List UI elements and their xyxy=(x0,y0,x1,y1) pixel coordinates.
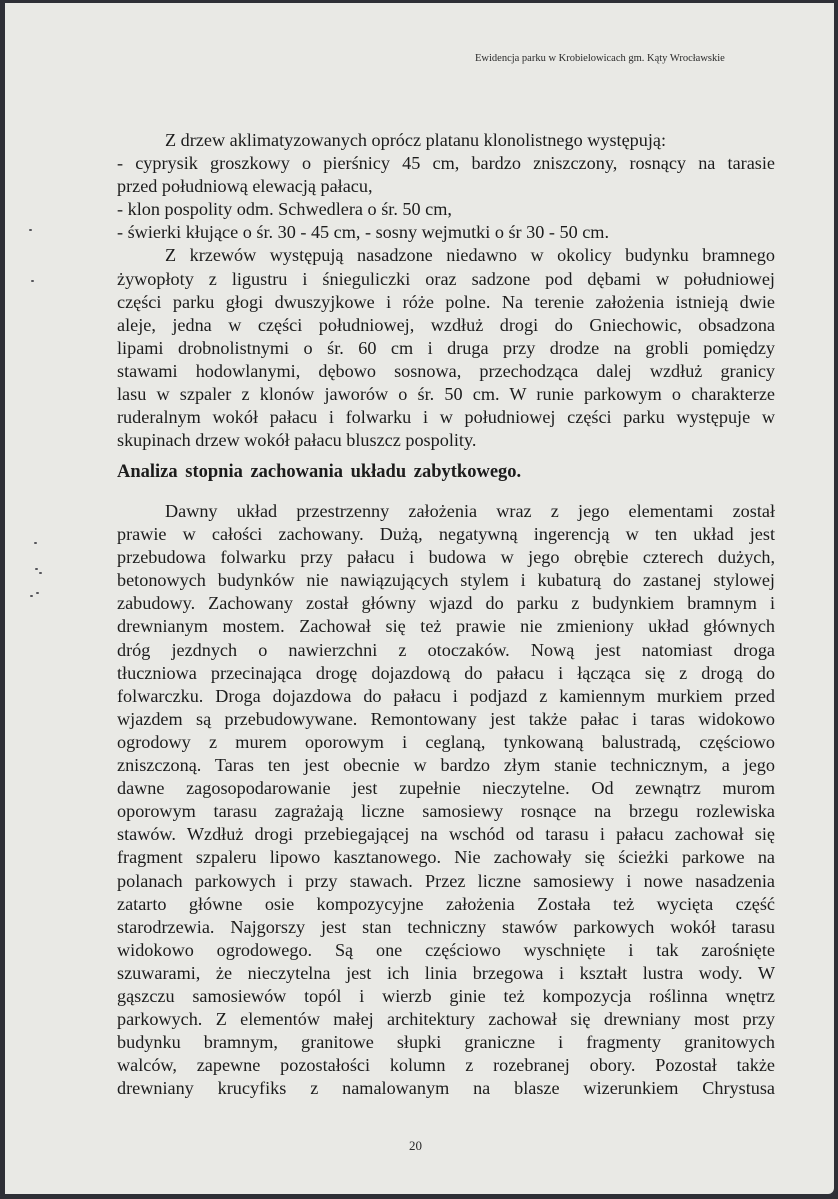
text-line: prawie w całości zachowany. Dużą, negatywną ingerencją w ten układ jest xyxy=(117,524,775,545)
text-line: widokowo ogrodowego. Są one częściowo wyschnięte i tak zarośnięte xyxy=(117,939,775,960)
text-line: starodrzewia. Najgorszy jest stan techniczny stawów parkowych wokół tarasu xyxy=(117,916,775,937)
text-line: zabudowy. Zachowany został główny wjazd do parku z budynkiem bramnym i xyxy=(117,593,775,614)
text-line: lipami drobnolistnymi o śr. 60 cm i druga przy drodze na grobli pomiędzy xyxy=(117,337,775,358)
page-number: 20 xyxy=(409,1138,422,1153)
text-line: Dawny układ przestrzenny założenia wraz z jego elementami został xyxy=(165,501,775,521)
text-line: Z drzew aklimatyzowanych oprócz platanu klonolistnego występują: xyxy=(165,130,667,150)
text-line: - klon pospolity odm. Schwedlera o śr. 50 cm, xyxy=(117,199,452,220)
text-line: drewnianym mostem. Zachował się też prawie nie zmieniony układ głównych xyxy=(117,616,775,637)
text-line: - cyprysik groszkowy o pierśnicy 45 cm, bardzo zniszczony, rosnący na tarasie xyxy=(117,153,775,174)
text-line: zatarto główne osie kompozycyjne założenia Została też wycięta część xyxy=(117,893,775,914)
species-text-block xyxy=(117,129,775,452)
text-line: ruderalnym wokół pałacu i folwarku i w południowej części parku występuje w xyxy=(117,407,775,428)
text-line: parkowych. Z elementów małej architektury zachował się drewniany most przy xyxy=(117,1009,775,1030)
text-line: wjazdem są przebudowywane. Remontowany jest także pałac i taras widokowo xyxy=(117,708,775,729)
text-line: zniszczoną. Taras ten jest obecnie w bardzo złym stanie technicznym, a jego xyxy=(117,755,775,776)
text-line: ogrodowy z murem oporowym i ceglaną, tynkowaną balustradą, częściowo xyxy=(117,731,775,752)
text-line: folwarczku. Droga dojazdowa do pałacu i podjazd z kamiennym murkiem przed xyxy=(117,685,775,706)
text-line: żywopłoty z ligustru i śnieguliczki oraz sadzone pod dębami w południowej xyxy=(117,268,775,289)
scan-speck xyxy=(29,229,32,231)
text-line: betonowych budynków nie nawiązujących stylem i kubaturą do zastanej stylowej xyxy=(117,570,775,591)
scan-speck xyxy=(35,568,38,570)
text-line: budynku bramnym, granitowe słupki graniczne i fragmenty granitowych xyxy=(117,1032,775,1053)
text-line: części parku głogi dwuszyjkowe i róże polne. Na terenie założenia istnieją dwie xyxy=(117,291,775,312)
document-page xyxy=(5,3,834,1194)
scan-speck xyxy=(39,572,42,574)
text-line: przebudowa folwarku przy pałacu i budowa w jego obrębie czterech dużych, xyxy=(117,547,775,568)
scan-speck xyxy=(34,542,37,544)
running-header: Ewidencja parku w Krobielowicach gm. Kąty Wrocławskie xyxy=(475,53,725,64)
section-heading: Analiza stopnia zachowania układu zabytkowego. xyxy=(117,462,522,482)
text-line: stawami hodowlanymi, dębowo sosnowa, przechodząca dalej wzdłuż granicy xyxy=(117,360,775,381)
text-line: - świerki kłujące o śr. 30 - 45 cm, - sosny wejmutki o śr 30 - 50 cm. xyxy=(117,222,609,243)
text-line: drewniany krucyfiks z namalowanym na blasze wizerunkiem Chrystusa xyxy=(117,1078,775,1099)
text-line: lasu w szpaler z klonów jaworów o śr. 50 cm. W runie parkowym o charakterze xyxy=(117,384,775,405)
text-line: gąszczu samosiewów topól i wierzb ginie też kompozycja roślinna wnętrz xyxy=(117,985,775,1006)
text-line: przed południową elewacją pałacu, xyxy=(117,176,373,197)
text-line: dróg jezdnych o nawierzchni z otoczaków. Nową jest natomiast droga xyxy=(117,639,775,660)
text-line: dawne zagosopodarowanie jest zupełnie nieczytelne. Od zewnątrz murom xyxy=(117,778,775,799)
text-line: skupinach drzew wokół pałacu bluszcz pospolity. xyxy=(117,430,477,451)
text-line: walców, zapewne pozostałości kolumn z rozebranej obory. Pozostał także xyxy=(117,1055,775,1076)
text-line: Z krzewów występują nasadzone niedawno w okolicy budynku bramnego xyxy=(165,245,775,266)
scan-speck xyxy=(30,595,33,597)
text-line: tłuczniowa przecinająca drogę dojazdową do pałacu i łącząca się z drogą do xyxy=(117,662,775,683)
text-line: stawów. Wzdłuż drogi przebiegającej na wschód od tarasu i pałacu zachował się xyxy=(117,824,775,845)
scan-speck xyxy=(36,592,39,594)
analysis-text-block xyxy=(117,500,775,1100)
text-line: fragment szpaleru lipowo kasztanowego. Nie zachowały się ścieżki parkowe na xyxy=(117,847,775,868)
scan-speck xyxy=(31,280,34,282)
text-line: szuwarami, że nieczytelna jest ich linia brzegowa i kształt lustra wody. W xyxy=(117,962,775,983)
text-line: polanach parkowych i przy stawach. Przez liczne samosiewy i nowe nasadzenia xyxy=(117,870,775,891)
text-line: oporowym tarasu zagrażają liczne samosiewy rosnące na brzegu rozlewiska xyxy=(117,801,775,822)
text-line: aleje, jedna w części południowej, wzdłuż drogi do Gniechowic, obsadzona xyxy=(117,314,775,335)
